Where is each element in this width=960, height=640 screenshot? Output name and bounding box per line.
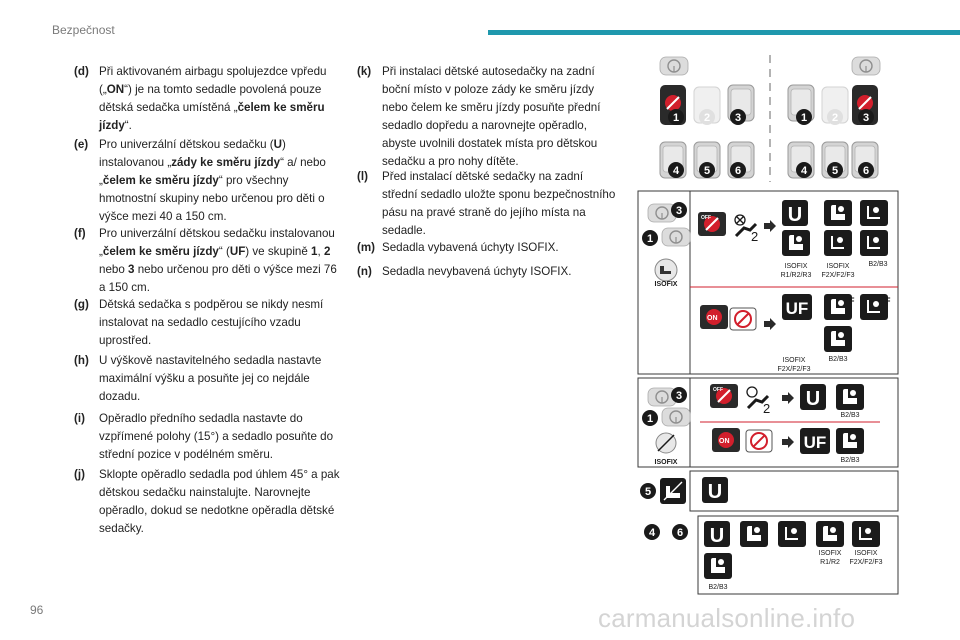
svg-text:1: 1 xyxy=(800,112,808,124)
svg-text:3: 3 xyxy=(675,390,683,402)
svg-text:3: 3 xyxy=(862,112,870,124)
text-run: Při aktivovaném airbagu spolujezdce vpředu („ xyxy=(99,65,327,96)
svg-text:B2/B3: B2/B3 xyxy=(868,261,888,268)
text-run-bold: 3 xyxy=(128,263,135,276)
item-text: Dětská sedačka s podpěrou se nikdy nesmí instalovat na sedadlo cestujícího vzadu uprostřed. xyxy=(99,298,324,347)
svg-text:ISOFIX: ISOFIX xyxy=(784,263,808,270)
text-run: Pro univerzální dětskou sedačku ( xyxy=(99,138,274,151)
svg-text:UF: UF xyxy=(785,299,809,318)
text-run-bold: UF xyxy=(229,245,246,258)
svg-text:6: 6 xyxy=(862,165,870,177)
svg-text:6: 6 xyxy=(676,527,684,539)
text-run: nebo xyxy=(99,263,129,276)
svg-text:F: F xyxy=(885,296,891,306)
svg-text:R1/R2/R3: R1/R2/R3 xyxy=(780,272,812,279)
child-seat-diagram: OFF ON 1 2 3 4 5 6 1 2 3 4 5 6 3 1 ISOFIX 2 U ISOFIX R1/R2/R3 ISOFIX F2X/F2/F3 B2/B3 UF F F ISOFIX F2X/F2/F3 B2/B3 3 1 ISOFIX 2 U B2/B3 UF B2/B3 5 U 4 6 U ISOFIX R1/R2 ISOFIX F2X/F2/F3 B2/B3 xyxy=(0,0,960,640)
item-text: Při instalaci dětské autosedačky na zadní boční místo v poloze zády ke směru jízdy nebo čelem ke směru jízdy posuňte přední sedadlo dopředu a narovnejte opěradlo, abyste uvolnili dostatek místa pro dětskou sedačku a pro nohy dítěte. xyxy=(382,65,601,168)
text-run: “. xyxy=(124,119,132,132)
svg-text:5: 5 xyxy=(644,486,652,498)
panel-isofix-front xyxy=(638,191,898,374)
svg-text:5: 5 xyxy=(831,165,839,177)
svg-text:1: 1 xyxy=(646,233,654,245)
text-run: “ pro všechny hmotnostní skupiny nebo určenou pro děti o výšce mezi 40 a 150 cm. xyxy=(99,174,325,223)
item-text: Sklopte opěradlo sedadla pod úhlem 45° a pak dětskou sedačku nainstalujte. Narovnejte opěradlo, dokud se nedotkne opěradla dětské sedačky. xyxy=(99,468,340,535)
watermark: carmanualsonline.info xyxy=(598,603,856,633)
item-tag: (g) xyxy=(74,298,89,311)
text-run: “ ( xyxy=(218,245,230,258)
item-tag: (j) xyxy=(74,468,85,481)
svg-text:U: U xyxy=(805,388,821,410)
svg-text:4: 4 xyxy=(800,165,808,177)
svg-text:2: 2 xyxy=(831,112,839,124)
svg-text:2: 2 xyxy=(751,229,759,244)
text-run: “ a/ nebo „ xyxy=(99,156,326,187)
item-tag: (n) xyxy=(357,265,372,278)
text-run: ) instalovanou „ xyxy=(99,138,286,169)
item-text: Před instalací dětské sedačky na zadní střední sedadlo uložte sponu bezpečnostního pásu na pravé straně do jejího místa na sedadle. xyxy=(382,170,616,237)
svg-text:4: 4 xyxy=(672,165,680,177)
svg-text:B2/B3: B2/B3 xyxy=(840,412,860,419)
panel-no-isofix-front xyxy=(638,378,898,467)
svg-text:ISOFIX: ISOFIX xyxy=(654,281,678,288)
text-run-bold: 1 xyxy=(311,245,318,258)
item-tag: (f) xyxy=(74,227,86,240)
svg-text:U: U xyxy=(709,525,725,547)
svg-text:F: F xyxy=(849,296,855,306)
svg-text:1: 1 xyxy=(646,413,654,425)
svg-text:ISOFIX: ISOFIX xyxy=(826,263,850,270)
svg-text:ISOFIX: ISOFIX xyxy=(782,357,806,364)
svg-text:B2/B3: B2/B3 xyxy=(828,356,848,363)
item-tag: (k) xyxy=(357,65,372,78)
svg-text:U: U xyxy=(707,481,723,503)
text-run: ) ve skupině xyxy=(245,245,312,258)
text-run-bold: U xyxy=(273,138,283,151)
panel-seats-4-6 xyxy=(644,516,898,594)
svg-text:4: 4 xyxy=(648,527,656,539)
item-tag: (d) xyxy=(74,65,89,78)
text-run: nebo určenou pro děti o výšce mezi 76 a 150 cm. xyxy=(99,263,337,294)
svg-text:3: 3 xyxy=(734,112,742,124)
item-tag: (i) xyxy=(74,412,85,425)
text-run-bold: ON xyxy=(106,83,125,96)
text-run: Pro univerzální dětskou sedačku instalovanou „ xyxy=(99,227,335,258)
svg-text:5: 5 xyxy=(703,165,711,177)
svg-text:B2/B3: B2/B3 xyxy=(840,457,860,464)
text-run: “) je na tomto sedadle povolená pouze dětská sedačka umístěná „ xyxy=(99,83,322,114)
text-run-bold: 2 xyxy=(323,245,331,258)
item-tag: (l) xyxy=(357,170,368,183)
svg-text:3: 3 xyxy=(675,205,683,217)
svg-text:ISOFIX: ISOFIX xyxy=(854,550,878,557)
header-title: Bezpečnost xyxy=(52,23,115,37)
item-tag: (m) xyxy=(357,241,376,254)
text-run-bold: čelem ke směru jízdy xyxy=(102,174,219,187)
item-text: Sedadla vybavená úchyty ISOFIX. xyxy=(382,241,559,254)
svg-text:F2X/F2/F3: F2X/F2/F3 xyxy=(821,272,855,279)
svg-text:1: 1 xyxy=(672,112,680,124)
item-text: U výškově nastavitelného sedadla nastavte maximální výšku a posuňte jej co nejdále dozadu. xyxy=(99,354,322,403)
svg-text:6: 6 xyxy=(734,165,742,177)
svg-text:R1/R2: R1/R2 xyxy=(820,559,840,566)
text-run-bold: zády ke směru jízdy xyxy=(171,156,281,169)
item-tag: (e) xyxy=(74,138,89,151)
svg-text:F2X/F2/F3: F2X/F2/F3 xyxy=(849,559,883,566)
page-number: 96 xyxy=(30,603,44,617)
item-text: Opěradlo předního sedadla nastavte do vzpřímené polohy (15°) a sedadlo posuňte do střední pozice v podélném směru. xyxy=(99,412,334,461)
svg-text:ISOFIX: ISOFIX xyxy=(818,550,842,557)
svg-text:UF: UF xyxy=(803,433,827,452)
svg-text:2: 2 xyxy=(763,401,771,416)
svg-text:F2X/F2/F3: F2X/F2/F3 xyxy=(777,366,811,373)
text-run: , xyxy=(317,245,324,258)
panel-seat-5 xyxy=(640,471,898,511)
svg-text:ISOFIX: ISOFIX xyxy=(654,459,678,466)
svg-text:U: U xyxy=(787,204,803,226)
text-run-bold: čelem ke směru jízdy xyxy=(102,245,219,258)
svg-text:B2/B3: B2/B3 xyxy=(708,584,728,591)
svg-text:2: 2 xyxy=(703,112,711,124)
item-tag: (h) xyxy=(74,354,89,367)
item-text: Sedadla nevybavená úchyty ISOFIX. xyxy=(382,265,572,278)
text-run-bold: čelem ke směru jízdy xyxy=(99,101,325,132)
